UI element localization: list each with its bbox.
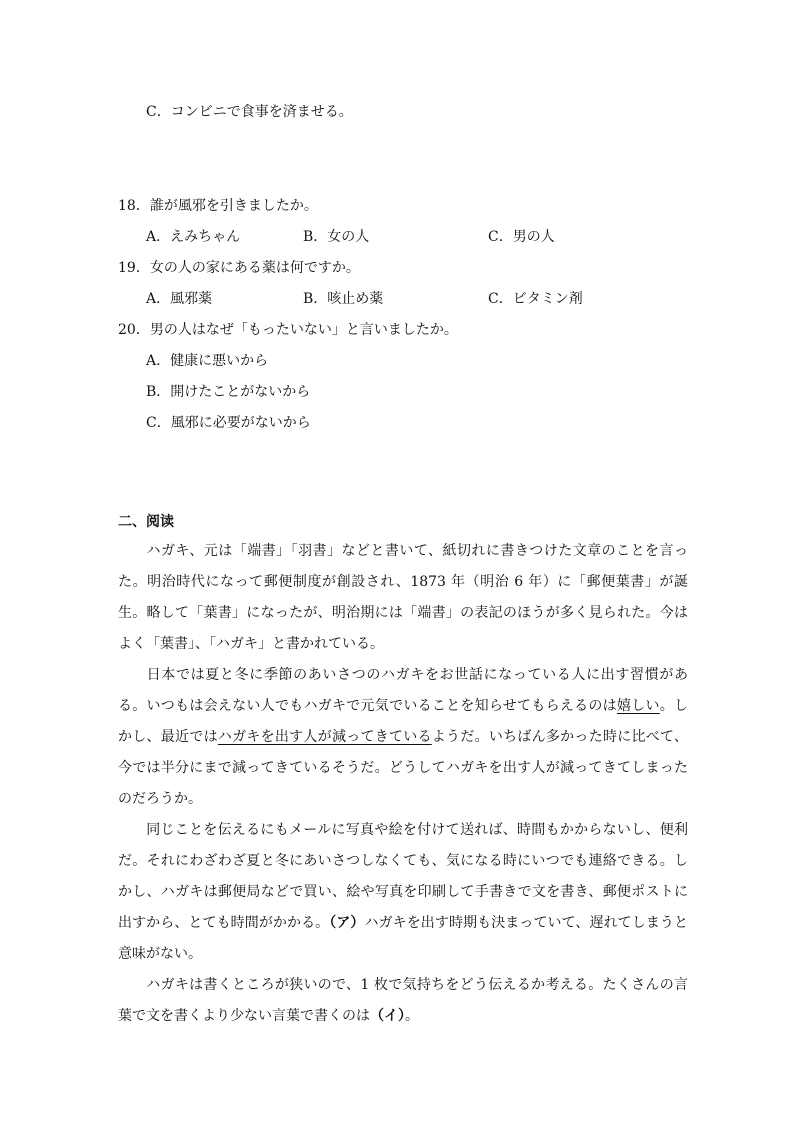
blank-a-marker: （ア） — [329, 915, 365, 931]
paragraph-3-text-b: ハガキを出す時期も決まっていて、遅れてしまうと意味がない。 — [118, 915, 689, 962]
question-19-stem: 19．女の人の家にある薬は何ですか。 — [118, 260, 360, 276]
paragraph-2-text-c: ようだ。いちばん多かった時に比べて、今では半分にまで減ってきているそうだ。どうしてハガキを出す人が減ってきてしまったのだろうか。 — [118, 729, 688, 807]
question-20-option-c: C．風邪に必要がないから — [146, 415, 311, 431]
reading-heading: 二、阅读 — [118, 514, 174, 530]
question-20-option-b: B．開けたことがないから — [146, 384, 311, 400]
question-18-stem: 18．誰が風邪を引きましたか。 — [118, 198, 318, 214]
paragraph-4-text-b: 。 — [405, 1008, 419, 1024]
reading-paragraph-3 — [118, 815, 688, 970]
question-20-stem: 20．男の人はなぜ「もったいない」と言いましたか。 — [118, 322, 458, 338]
question-18-option-c: C．男の人 — [488, 229, 555, 245]
reading-paragraph-4 — [118, 970, 688, 1032]
reading-paragraph-1 — [118, 536, 688, 660]
question-18-option-b: B．女の人 — [303, 229, 370, 245]
paragraph-1-text: ハガキ、元は「端書」「羽書」などと書いて、紙切れに書きつけた文章のことを言った。明治時代になって郵便制度が創設され、1873 年（明治 6 年）に「郵便葉書」が誕生。略して「葉書」になったが、明治期には「端書」の表記のほうが多く見られた。今はよく「葉書」、「ハガキ」と書かれている。 — [118, 543, 688, 652]
blank-i-marker: （イ） — [370, 1008, 405, 1024]
question-19-option-c: C．ビタミン剤 — [488, 291, 583, 307]
paragraph-2-text-a: 日本では夏と冬に季節のあいさつのハガキをお世話になっている人に出す習慣がある。いつもは会えない人でもハガキで元気でいることを知らせてもらえるのは — [118, 667, 688, 714]
q17-option-c: C．コンビニで食事を済ませる。 — [146, 104, 353, 120]
underlined-hagaki-decreasing: ハガキを出す人が減ってきている — [217, 729, 432, 745]
paragraph-2-text-b: 。しかし、最近では — [118, 698, 689, 745]
paragraph-3-text-a: 同じことを伝えるにもメールに写真や絵を付けて送れば、時間もかからないし、便利だ。それにわざわざ夏と冬にあいさつしなくても、気になる時にいつでも連絡できる。しかし、ハガキは郵便局などで買い、絵や写真を印刷して手書きで文を書き、郵便ポストに出すから、とても時間がかかる。 — [118, 822, 688, 931]
underlined-ureshii: 嬉しい — [616, 698, 660, 714]
question-19-option-a: A．風邪薬 — [146, 291, 213, 307]
question-19-option-b: B．咳止め薬 — [303, 291, 384, 307]
question-20-option-a: A．健康に悪いから — [146, 353, 269, 369]
paragraph-4-text-a: ハガキは書くところが狭いので、1 枚で気持ちをどう伝えるか考える。たくさんの言葉で文を書くより少ない言葉で書くのは — [118, 977, 688, 1024]
reading-paragraph-2 — [118, 660, 688, 815]
question-18-option-a: A．えみちゃん — [146, 229, 241, 245]
